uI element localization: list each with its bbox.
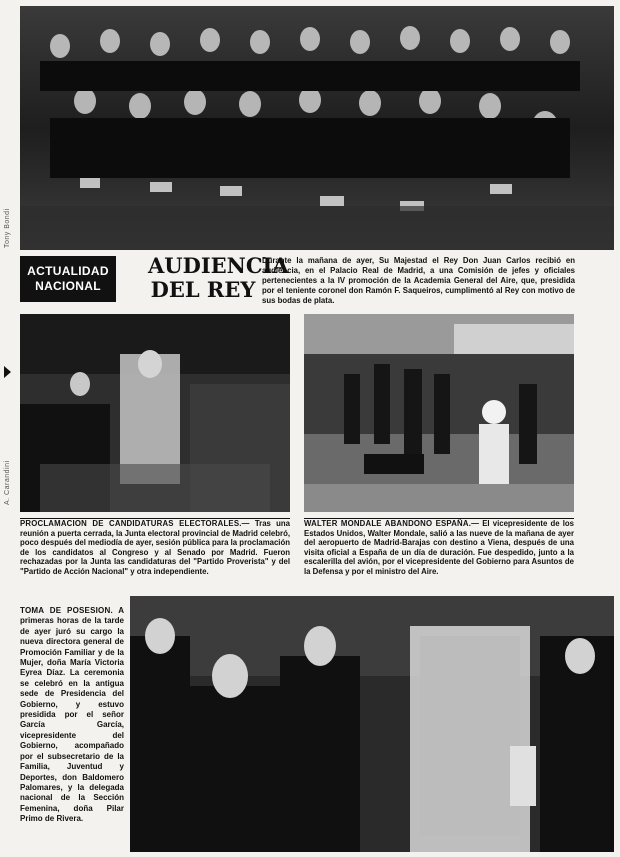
section-label-line2: NACIONAL [35, 279, 101, 293]
photo-mondale-airport [304, 314, 574, 512]
photo-electoral-board [20, 314, 290, 512]
article-mondale [304, 519, 574, 577]
article-posesion [20, 606, 124, 825]
headline-line2: DEL REY [150, 277, 256, 302]
photo-credit-mid: A. Carandini [4, 460, 11, 505]
photo-credit-top: Tony Bondi [4, 208, 11, 248]
section-label [20, 256, 116, 302]
article-posesion-kicker: TOMA DE POSESION. [20, 606, 113, 615]
headline-line1: AUDIENCIA [148, 253, 289, 278]
article-candidaturas-body: Tras una reunión a puerta cerrada, la Junta electoral provincial de Madrid celebró, poco después del mediodía de ayer, sesión pública para la proclamación de los candidatos al Congreso y al Senado por Madrid. Fueron rechazadas por la Junta las candidaturas del "Partido Proverista" y del "Partido de Acción Nacional" y otra independiente. [20, 519, 290, 576]
photo-royal-audience [20, 6, 614, 250]
lead-paragraph: Durante la mañana de ayer, Su Majestad el Rey Don Juan Carlos recibió en audiencia, en el Palacio Real de Madrid, a una Comisión de jefes y oficiales pertenecientes a la IV promoción de la Academia General del Aire, que, presidida por el teniente coronel don Ramón F. Saqueiros, cumplimentó al Rey con motivo de sus bodas de plata. [262, 256, 575, 305]
photo-oath-ceremony [130, 596, 614, 852]
article-candidaturas [20, 519, 290, 577]
article-mondale-kicker: WALTER MONDALE ABANDONO ESPAÑA.— [304, 519, 480, 528]
article-posesion-body: A primeras horas de la tarde de ayer juró su cargo la nueva directora general de Promoción Familiar y de la Mujer, doña María Victoria Eyrea Díaz. La ceremonia se celebró en la antigua sede de Presidencia del Gobierno, y estuvo presidida por el señor García García, vicepresidente del Gobierno, acompañado por el subsecretario de la Familia, Juventud y Deportes, don Baldomero Palomares, y la delegada nacional de la Sección Femenina, doña Pilar Primo de Rivera. [20, 606, 124, 824]
article-mondale-body: El vicepresidente de los Estados Unidos, Walter Mondale, salió a las nueve de la mañana de ayer del aeropuerto de Madrid-Barajas con destino a Viena, después de una visita oficial a España de un día de duración. Fue despedido, junto a la escalerilla del avión, por el vicepresidente del Gobierno para Asuntos de la Defensa y por el ministro del Aire. [304, 519, 574, 576]
article-candidaturas-kicker: PROCLAMACION DE CANDIDATURAS ELECTORALES.— [20, 519, 250, 528]
section-label-line1: ACTUALIDAD [27, 264, 109, 278]
margin-arrow [4, 366, 11, 378]
headline [148, 253, 289, 302]
